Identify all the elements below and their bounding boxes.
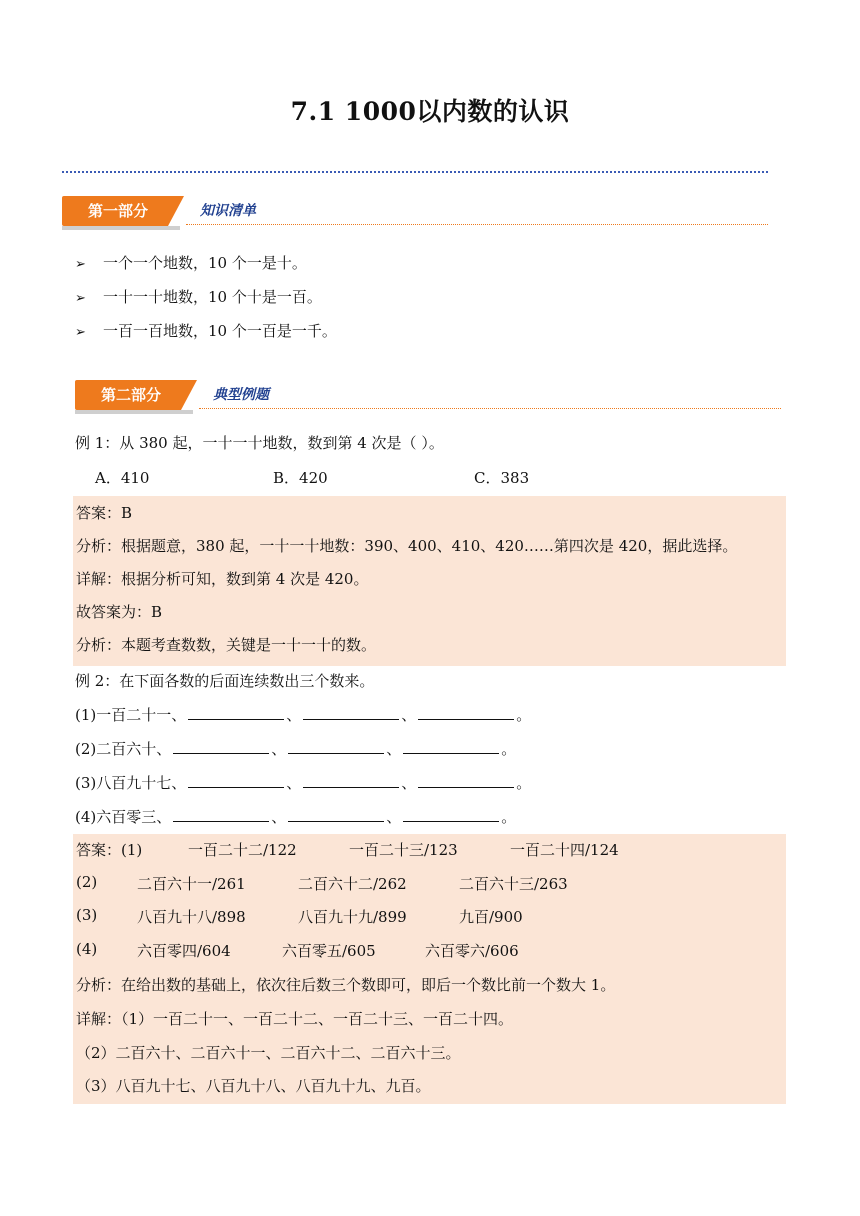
blank-field[interactable] <box>188 705 284 720</box>
section-tag-1: 第一部分 <box>62 196 168 226</box>
answer-cell: 六百零六/606 <box>425 942 519 960</box>
section-tag-2: 第二部分 <box>75 380 181 410</box>
fill-blank-row: (1)一百二十一、 、 、 。 <box>75 706 532 724</box>
blank-field[interactable] <box>403 739 499 754</box>
section-subtitle-2: 典型例题 <box>213 387 269 403</box>
title-divider <box>62 171 768 173</box>
bullet-item: ➢ 一十一十地数，10 个十是一百。 <box>75 288 322 306</box>
arrow-bullet-icon: ➢ <box>75 257 86 272</box>
answer-cell: 一百二十二/122 <box>188 841 297 859</box>
option-c: C．383 <box>474 469 530 487</box>
answer-cell: 八百九十八/898 <box>137 908 246 926</box>
conclusion-line: 故答案为：B <box>76 603 163 621</box>
blank-field[interactable] <box>303 773 399 788</box>
answer-label: 答案：(1) <box>76 841 143 859</box>
analysis-line: 分析：在给出数的基础上，依次往后数三个数即可，即后一个数比前一个数大 1。 <box>76 976 616 994</box>
answer-cell: 九百/900 <box>459 908 523 926</box>
answer-label: (4) <box>76 940 98 958</box>
section-line-2 <box>199 408 781 409</box>
example-2-question: 例 2：在下面各数的后面连续数出三个数来。 <box>75 672 375 690</box>
tag-shadow <box>75 410 193 414</box>
blank-field[interactable] <box>173 739 269 754</box>
section-line-1 <box>186 224 768 225</box>
section-subtitle-1: 知识清单 <box>200 203 256 219</box>
blank-field[interactable] <box>173 807 269 822</box>
page-title: 7.1 1000以内数的认识 <box>290 97 570 126</box>
answer-cell: 六百零四/604 <box>137 942 231 960</box>
option-a: A．410 <box>95 469 150 487</box>
tag-shadow <box>62 226 180 230</box>
analysis-line: 分析：根据题意，380 起，一十一十地数：390、400、410、420……第四次是 420，据此选择。 <box>76 537 738 555</box>
answer-cell: 一百二十三/123 <box>349 841 458 859</box>
analysis-line: 分析：本题考查数数，关键是一十一十的数。 <box>76 636 377 654</box>
detail-line: （2）二百六十、二百六十一、二百六十二、二百六十三。 <box>76 1044 461 1062</box>
answer-cell: 二百六十三/263 <box>459 875 568 893</box>
detail-line: 详解：根据分析可知，数到第 4 次是 420。 <box>76 570 369 588</box>
arrow-bullet-icon: ➢ <box>75 325 86 340</box>
answer-cell: 八百九十九/899 <box>298 908 407 926</box>
detail-line: （3）八百九十七、八百九十八、八百九十九、九百。 <box>76 1077 431 1095</box>
answer-line: 答案：B <box>76 504 133 522</box>
blank-field[interactable] <box>303 705 399 720</box>
blank-field[interactable] <box>288 807 384 822</box>
blank-field[interactable] <box>188 773 284 788</box>
fill-blank-row: (3)八百九十七、 、 、 。 <box>75 774 532 792</box>
detail-line: 详解：（1）一百二十一、一百二十二、一百二十三、一百二十四。 <box>76 1010 514 1028</box>
blank-field[interactable] <box>403 807 499 822</box>
answer-cell: 二百六十二/262 <box>298 875 407 893</box>
answer-cell: 六百零五/605 <box>282 942 376 960</box>
blank-field[interactable] <box>288 739 384 754</box>
answer-cell: 一百二十四/124 <box>510 841 619 859</box>
blank-field[interactable] <box>418 705 514 720</box>
bullet-item: ➢ 一百一百地数，10 个一百是一千。 <box>75 322 337 340</box>
section-header-1 <box>62 196 768 232</box>
fill-blank-row: (4)六百零三、 、 、 。 <box>75 808 517 826</box>
example-1-question: 例 1：从 380 起，一十一十地数，数到第 4 次是（ ）。 <box>75 434 444 452</box>
answer-box-1 <box>73 496 786 666</box>
section-header-2 <box>75 380 781 416</box>
option-b: B．420 <box>273 469 328 487</box>
blank-field[interactable] <box>418 773 514 788</box>
answer-label: (2) <box>76 873 98 891</box>
bullet-item: ➢ 一个一个地数，10 个一是十。 <box>75 254 307 272</box>
answer-box-2 <box>73 834 786 1104</box>
fill-blank-row: (2)二百六十、 、 、 。 <box>75 740 517 758</box>
answer-label: (3) <box>76 906 98 924</box>
arrow-bullet-icon: ➢ <box>75 291 86 306</box>
answer-cell: 二百六十一/261 <box>137 875 246 893</box>
